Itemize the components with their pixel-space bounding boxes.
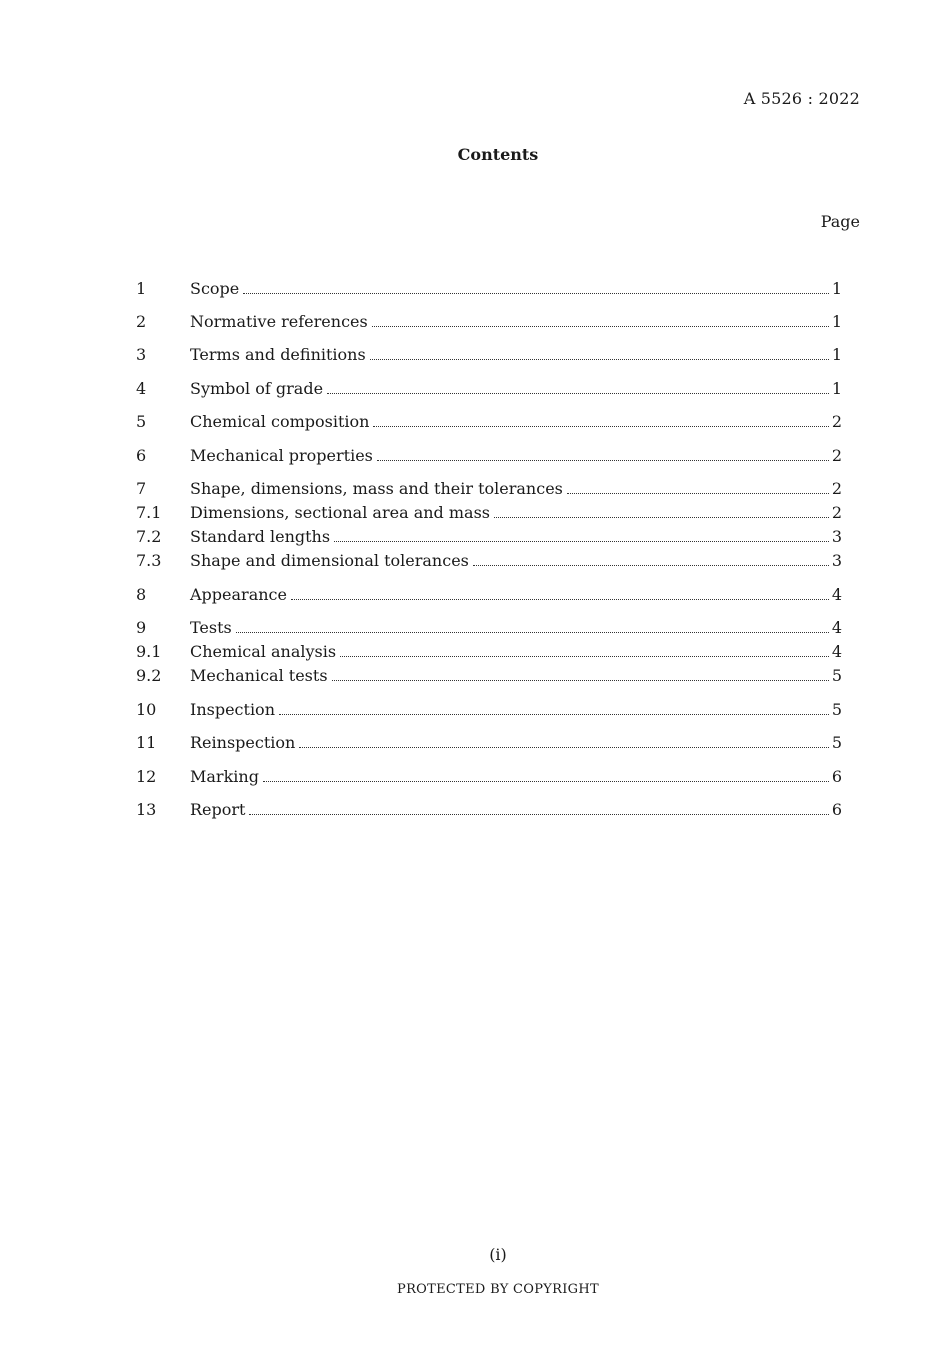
- toc-label: Inspection: [190, 700, 275, 719]
- dot-leader: [291, 599, 829, 600]
- dot-leader: [567, 493, 829, 494]
- toc-entry-3[interactable]: [136, 345, 842, 365]
- toc-label: Scope: [190, 279, 240, 298]
- dot-leader: [372, 326, 829, 327]
- toc-number: 9.1: [136, 642, 162, 661]
- toc-number: 8: [136, 585, 147, 604]
- toc-page-number: 1: [831, 379, 842, 398]
- toc-label: Reinspection: [190, 733, 296, 752]
- toc-page-number: 3: [831, 527, 842, 546]
- toc-number: 3: [136, 345, 147, 364]
- toc-entry-8[interactable]: [136, 585, 842, 605]
- toc-number: 4: [136, 379, 147, 398]
- toc-page-number: 6: [831, 767, 842, 786]
- toc-number: 7: [136, 479, 147, 498]
- toc-label: Shape, dimensions, mass and their tolerances: [190, 479, 563, 498]
- toc-entry-7-3[interactable]: [136, 551, 842, 571]
- toc-entry-9[interactable]: [136, 618, 842, 638]
- toc-entry-2[interactable]: [136, 312, 842, 332]
- toc-entry-11[interactable]: [136, 733, 842, 753]
- toc-entry-13[interactable]: [136, 800, 842, 820]
- copyright-notice: PROTECTED BY COPYRIGHT: [397, 1282, 599, 1297]
- toc-entry-4[interactable]: [136, 379, 842, 399]
- toc-entry-12[interactable]: [136, 767, 842, 787]
- toc-number: 2: [136, 312, 147, 331]
- dot-leader: [327, 393, 829, 394]
- toc-page-number: 5: [831, 666, 842, 685]
- toc-number: 6: [136, 446, 147, 465]
- toc-number: 7.1: [136, 503, 162, 522]
- toc-number: 10: [136, 700, 157, 719]
- toc-label: Report: [190, 800, 246, 819]
- toc-label: Chemical composition: [190, 412, 370, 431]
- toc-entry-9-1[interactable]: [136, 642, 842, 662]
- dot-leader: [377, 460, 829, 461]
- toc-label: Normative references: [190, 312, 368, 331]
- toc-entry-7-1[interactable]: [136, 503, 842, 523]
- toc-number: 7.3: [136, 551, 162, 570]
- dot-leader: [340, 656, 829, 657]
- dot-leader: [299, 747, 829, 748]
- toc-label: Dimensions, sectional area and mass: [190, 503, 490, 522]
- toc-entry-6[interactable]: [136, 446, 842, 466]
- toc-entry-7-2[interactable]: [136, 527, 842, 547]
- dot-leader: [373, 426, 828, 427]
- toc-label: Mechanical properties: [190, 446, 373, 465]
- toc-label: Tests: [190, 618, 232, 637]
- toc-label: Marking: [190, 767, 259, 786]
- document-id: A 5526 : 2022: [743, 89, 860, 108]
- dot-leader: [249, 814, 828, 815]
- toc-label: Mechanical tests: [190, 666, 328, 685]
- toc-entry-10[interactable]: [136, 700, 842, 720]
- toc-number: 5: [136, 412, 147, 431]
- toc-page-number: 4: [831, 585, 842, 604]
- toc-number: 13: [136, 800, 157, 819]
- toc-page-number: 1: [831, 279, 842, 298]
- dot-leader: [494, 517, 829, 518]
- page-column-heading: Page: [820, 212, 860, 231]
- toc-entry-9-2[interactable]: [136, 666, 842, 686]
- dot-leader: [279, 714, 829, 715]
- toc-label: Shape and dimensional tolerances: [190, 551, 469, 570]
- dot-leader: [334, 541, 829, 542]
- dot-leader: [243, 293, 829, 294]
- toc-entry-1[interactable]: [136, 279, 842, 299]
- toc-number: 12: [136, 767, 157, 786]
- toc-page-number: 4: [831, 642, 842, 661]
- toc-page-number: 2: [831, 479, 842, 498]
- toc-number: 11: [136, 733, 157, 752]
- toc-page-number: 5: [831, 700, 842, 719]
- toc-number: 1: [136, 279, 147, 298]
- page-title: Contents: [457, 145, 539, 164]
- toc-page-number: 4: [831, 618, 842, 637]
- dot-leader: [263, 781, 829, 782]
- toc-entry-5[interactable]: [136, 412, 842, 432]
- toc-label: Symbol of grade: [190, 379, 324, 398]
- toc-number: 7.2: [136, 527, 162, 546]
- toc-label: Chemical analysis: [190, 642, 337, 661]
- toc-page-number: 2: [831, 503, 842, 522]
- toc-label: Terms and definitions: [190, 345, 366, 364]
- toc-page-number: 1: [831, 345, 842, 364]
- dot-leader: [332, 680, 829, 681]
- dot-leader: [370, 359, 829, 360]
- toc-page-number: 2: [831, 412, 842, 431]
- dot-leader: [473, 565, 829, 566]
- toc-label: Appearance: [190, 585, 287, 604]
- dot-leader: [236, 632, 829, 633]
- toc-page-number: 3: [831, 551, 842, 570]
- toc-label: Standard lengths: [190, 527, 331, 546]
- toc-page-number: 2: [831, 446, 842, 465]
- toc-page-number: 5: [831, 733, 842, 752]
- toc-page-number: 6: [831, 800, 842, 819]
- toc-page-number: 1: [831, 312, 842, 331]
- footer-page-number: (i): [489, 1245, 507, 1264]
- toc-entry-7[interactable]: [136, 479, 842, 499]
- toc-number: 9: [136, 618, 147, 637]
- toc-number: 9.2: [136, 666, 162, 685]
